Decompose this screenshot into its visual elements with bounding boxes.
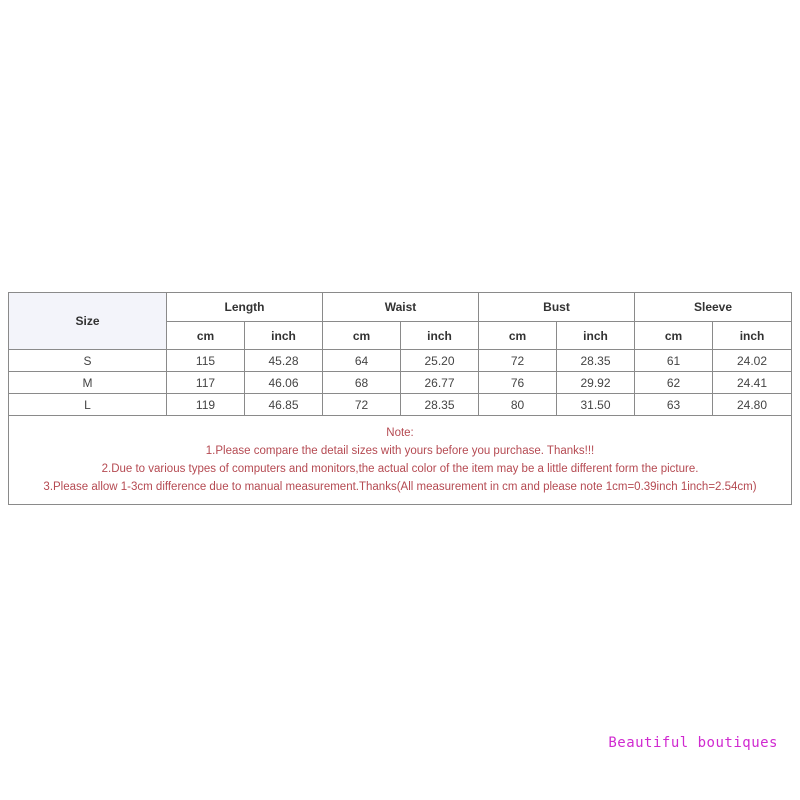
size-cell: L: [9, 394, 167, 416]
unit-header: cm: [323, 322, 401, 350]
unit-header: inch: [557, 322, 635, 350]
sleeve-header: Sleeve: [635, 293, 792, 322]
value-cell: 28.35: [401, 394, 479, 416]
length-header: Length: [167, 293, 323, 322]
value-cell: 68: [323, 372, 401, 394]
value-cell: 24.80: [713, 394, 792, 416]
size-chart-table: [8, 292, 792, 505]
watermark-text: Beautiful boutiques: [608, 735, 778, 751]
note-line: 2.Due to various types of computers and monitors,the actual color of the item may be a little different form the picture.: [101, 463, 699, 475]
notes-title: Note:: [386, 427, 414, 439]
value-cell: 26.77: [401, 372, 479, 394]
value-cell: 115: [167, 350, 245, 372]
value-cell: 61: [635, 350, 713, 372]
table-row: [9, 394, 792, 416]
value-cell: 28.35: [557, 350, 635, 372]
value-cell: 80: [479, 394, 557, 416]
value-cell: 25.20: [401, 350, 479, 372]
note-line: 3.Please allow 1-3cm difference due to manual measurement.Thanks(All measurement in cm and please note 1cm=0.39inch 1inch=2.54cm): [43, 481, 757, 493]
value-cell: 119: [167, 394, 245, 416]
waist-header: Waist: [323, 293, 479, 322]
value-cell: 24.41: [713, 372, 792, 394]
value-cell: 31.50: [557, 394, 635, 416]
size-column-header: Size: [9, 293, 167, 350]
value-cell: 46.06: [245, 372, 323, 394]
table-row: [9, 372, 792, 394]
value-cell: 29.92: [557, 372, 635, 394]
unit-header: cm: [635, 322, 713, 350]
notes-row: [9, 416, 792, 505]
value-cell: 117: [167, 372, 245, 394]
value-cell: 62: [635, 372, 713, 394]
value-cell: 24.02: [713, 350, 792, 372]
unit-header: cm: [479, 322, 557, 350]
value-cell: 46.85: [245, 394, 323, 416]
value-cell: 72: [479, 350, 557, 372]
value-cell: 63: [635, 394, 713, 416]
size-cell: M: [9, 372, 167, 394]
notes-cell: [9, 416, 792, 505]
unit-header: inch: [245, 322, 323, 350]
table-row: [9, 350, 792, 372]
unit-header: inch: [401, 322, 479, 350]
header-row-groups: [9, 293, 792, 322]
unit-header: cm: [167, 322, 245, 350]
value-cell: 76: [479, 372, 557, 394]
note-line: 1.Please compare the detail sizes with yours before you purchase. Thanks!!!: [205, 445, 595, 457]
value-cell: 45.28: [245, 350, 323, 372]
size-cell: S: [9, 350, 167, 372]
unit-header: inch: [713, 322, 792, 350]
value-cell: 64: [323, 350, 401, 372]
value-cell: 72: [323, 394, 401, 416]
bust-header: Bust: [479, 293, 635, 322]
